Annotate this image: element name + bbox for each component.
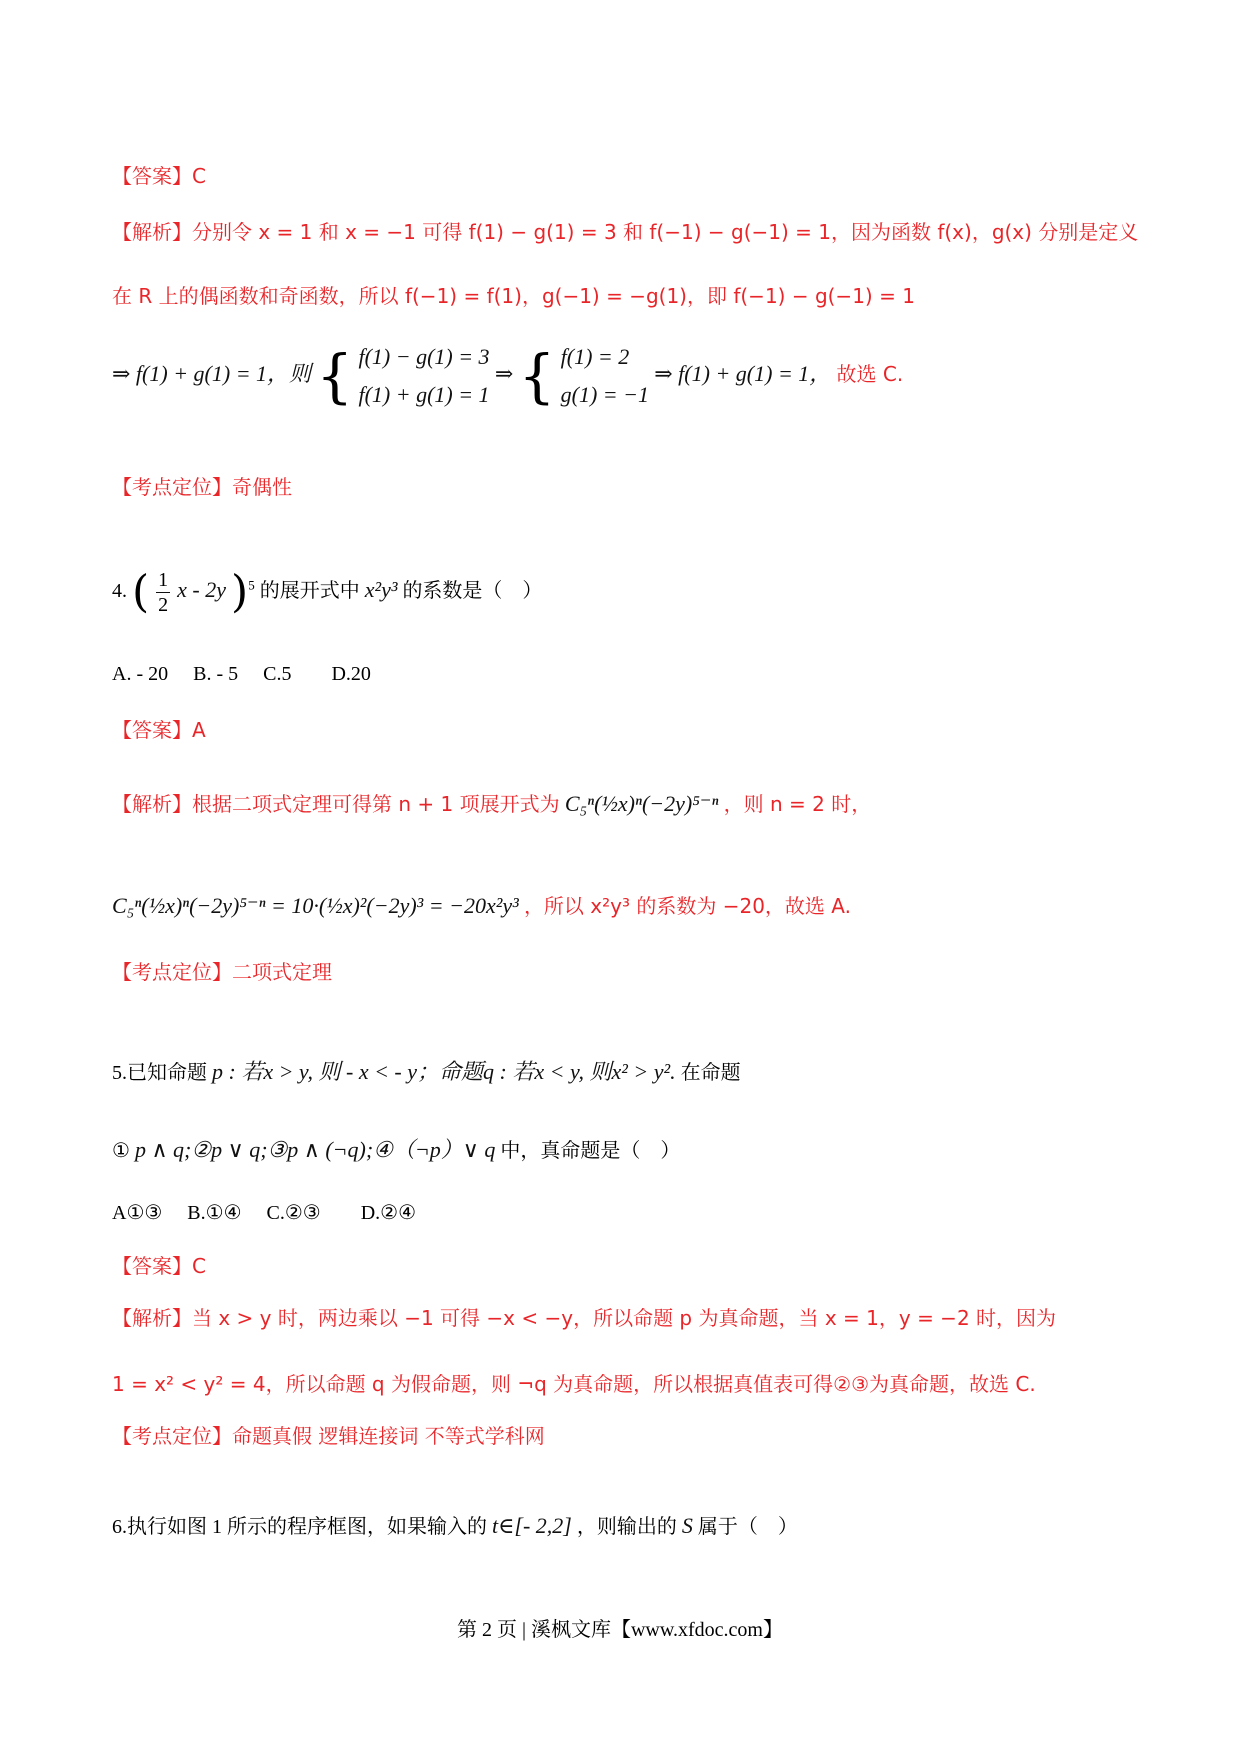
q4-frac-num: 1 — [158, 569, 169, 591]
q4-analysis-line1-text: 【解析】根据二项式定理可得第 n + 1 项展开式为 — [112, 792, 560, 816]
implies-arrow-icon: ⇒ — [494, 360, 514, 386]
q5-stem-line1 — [112, 1058, 741, 1087]
q6-stem-prefix: 6.执行如图 1 所示的程序框图，如果输入的 — [112, 1516, 487, 1538]
q3-analysis-line3 — [112, 338, 903, 414]
q5-kaodian: 【考点定位】命题真假 逻辑连接词 不等式学科网 — [112, 1424, 545, 1448]
q3-result: ⇒ f(1) + g(1) = 1， — [654, 360, 832, 386]
q3-system-1 — [358, 338, 489, 414]
q5-stem-suffix: 在命题 — [680, 1062, 741, 1084]
q5-compound-props: p ∧ q;②p ∨ q;③p ∧ (¬q);④（¬p）∨ q — [134, 1137, 496, 1162]
q6-stem-mid: ，则输出的 — [576, 1516, 677, 1538]
q4-expansion: C₅ⁿ(½x)ⁿ(−2y)⁵⁻ⁿ = 10·(½x)²(−2y)³ = −20x²y³ — [112, 893, 519, 918]
q4-conclusion: ，所以 x²y³ 的系数为 −20，故选 A. — [523, 894, 851, 918]
q4-kaodian: 【考点定位】二项式定理 — [112, 960, 332, 984]
q4-general-term: C₅ⁿ(½x)ⁿ(−2y)⁵⁻ⁿ — [564, 791, 719, 816]
q3-analysis-line1: 【解析】分别令 x = 1 和 x = −1 可得 f(1) − g(1) = 3 和 f(−1) − g(−1) = 1，因为函数 f(x)，g(x) 分别是定义 — [112, 220, 1139, 244]
q4-analysis-line1 — [112, 790, 871, 818]
q3-conclusion: 故选 C. — [836, 361, 904, 386]
q4-number: 4. — [112, 580, 127, 603]
q6-stem-suffix: 属于（ ） — [697, 1516, 798, 1538]
q3-system-2 — [561, 338, 649, 414]
q4-power: 5 — [248, 577, 255, 593]
q5-stem2-suffix: 中，真命题是（ ） — [500, 1140, 681, 1162]
q3-answer: 【答案】C — [112, 164, 206, 188]
page-footer: 第 2 页 | 溪枫文库【www.xfdoc.com】 — [456, 1619, 783, 1641]
q5-options: A①③ B.①④ C.②③ D.②④ — [112, 1202, 417, 1224]
right-paren-icon: ) — [231, 566, 249, 618]
q3-system-1-eq2: f(1) + g(1) = 1 — [358, 382, 490, 407]
q3-system-2-eq1: f(1) = 2 — [560, 344, 630, 369]
left-paren-icon: ( — [132, 566, 150, 618]
q3-kaodian: 【考点定位】奇偶性 — [112, 475, 292, 499]
q3-implies-sum: ⇒ f(1) + g(1) = 1，则 — [112, 360, 312, 386]
q4-expression: x - 2y — [177, 577, 227, 603]
q4-analysis-line2 — [112, 892, 851, 920]
q4-stem — [112, 568, 542, 617]
q4-analysis-line1-tail: ，则 n = 2 时， — [723, 792, 872, 816]
q3-system-2-eq2: g(1) = −1 — [560, 382, 649, 407]
q5-stem-line2 — [112, 1136, 680, 1165]
q3-analysis-line2: 在 R 上的偶函数和奇函数，所以 f(−1) = f(1)，g(−1) = −g(1)，即 f(−1) − g(−1) = 1 — [112, 284, 915, 308]
q5-analysis-line1: 【解析】当 x > y 时，两边乘以 −1 可得 −x < −y，所以命题 p 为真命题，当 x = 1，y = −2 时，因为 — [112, 1306, 1057, 1330]
q4-term: x²y³ — [364, 577, 398, 603]
q5-stem-prefix: 5.已知命题 — [112, 1062, 207, 1084]
q5-propositions: p : 若x > y, 则 - x < - y；命题q : 若x < y, 则x² > y². — [212, 1059, 676, 1084]
q5-answer: 【答案】C — [112, 1254, 206, 1278]
q6-output-var: S — [681, 1513, 693, 1538]
q5-circle-one: ① — [112, 1140, 130, 1162]
left-brace-icon: { — [316, 342, 354, 410]
q4-fraction — [156, 568, 170, 617]
q4-answer: 【答案】A — [112, 718, 206, 742]
q4-options: A. - 20 B. - 5 C.5 D.20 — [112, 663, 371, 685]
q5-analysis-line2: 1 = x² < y² = 4，所以命题 q 为假命题，则 ¬q 为真命题，所以根据真值表可得②③为真命题，故选 C. — [112, 1372, 1036, 1396]
q6-input-range: t∈[- 2,2] — [492, 1513, 572, 1538]
q4-frac-den: 2 — [158, 594, 169, 616]
q3-system-1-eq1: f(1) − g(1) = 3 — [358, 344, 490, 369]
q4-stem-mid: 的展开式中 — [259, 580, 360, 603]
q4-stem-suffix: 的系数是（ ） — [402, 580, 543, 603]
q6-stem — [112, 1512, 798, 1541]
left-brace-icon: { — [518, 342, 556, 410]
